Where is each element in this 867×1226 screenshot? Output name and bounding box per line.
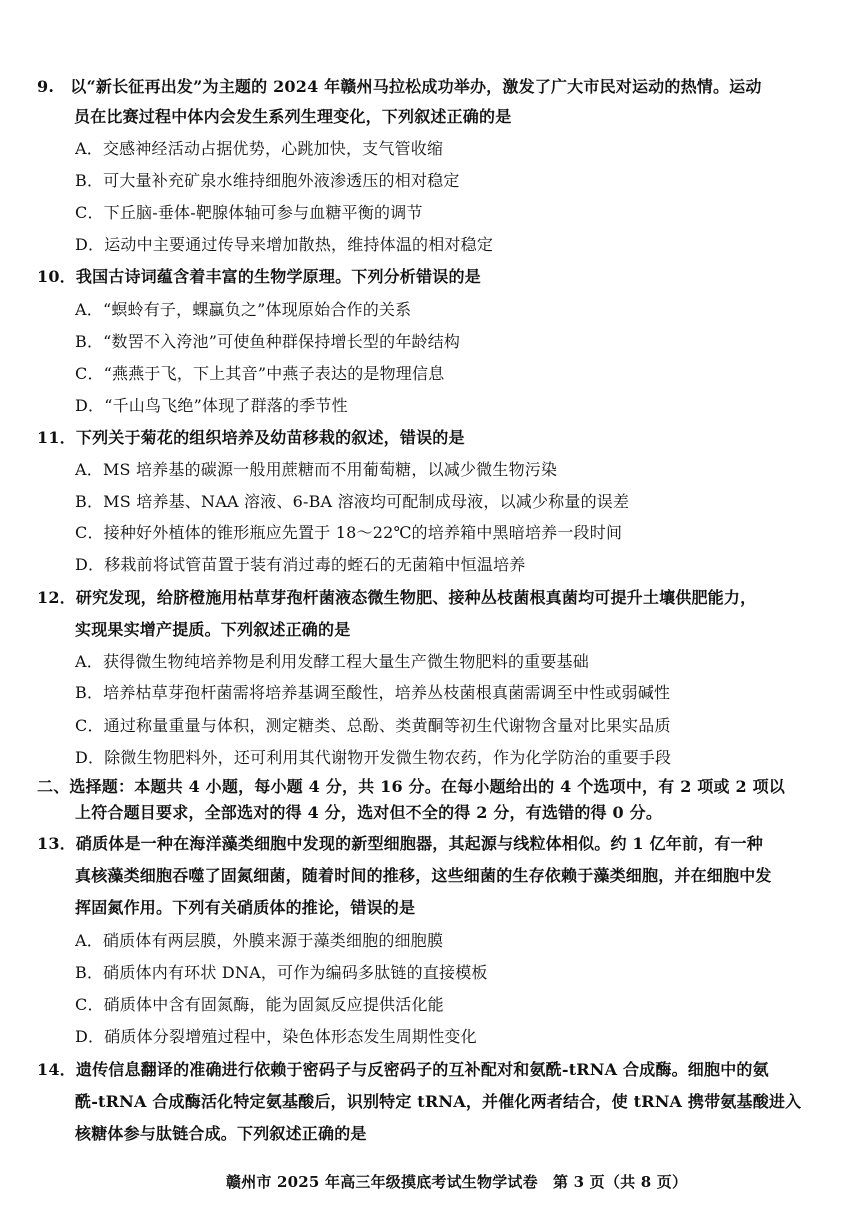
q11-stem-line-1: 11．下列关于菊花的组织培养及幼苗移栽的叙述，错误的是 xyxy=(37,428,465,447)
q9-option-d: D．运动中主要通过传导来增加散热，维持体温的相对稳定 xyxy=(75,235,494,254)
q14-stem-line-1: 14．遗传信息翻译的准确进行依赖于密码子与反密码子的互补配对和氨酰-tRNA 合成酶。细胞中的氨 xyxy=(37,1060,769,1079)
section-2-heading-line-2: 上符合题目要求，全部选对的得 4 分，选对但不全的得 2 分，有选错的得 0 分。 xyxy=(75,803,663,822)
q11-option-a: A．MS 培养基的碳源一般用蔗糖而不用葡萄糖，以减少微生物污染 xyxy=(75,460,558,479)
q12-option-d: D．除微生物肥料外，还可利用其代谢物开发微生物农药，作为化学防治的重要手段 xyxy=(75,748,672,767)
q10-option-d: D．“千山鸟飞绝”体现了群落的季节性 xyxy=(75,396,348,415)
q12-option-a: A．获得微生物纯培养物是利用发酵工程大量生产微生物肥料的重要基础 xyxy=(75,652,589,671)
q9-option-a: A．交感神经活动占据优势，心跳加快，支气管收缩 xyxy=(75,139,444,158)
q12-stem-line-2: 实现果实增产提质。下列叙述正确的是 xyxy=(75,620,351,639)
q12-option-c: C．通过称量重量与体积，测定糖类、总酚、类黄酮等初生代谢物含量对比果实品质 xyxy=(75,716,671,735)
q9-option-c: C．下丘脑-垂体-靶腺体轴可参与血糖平衡的调节 xyxy=(75,203,423,222)
q13-option-c: C．硝质体中含有固氮酶，能为固氮反应提供活化能 xyxy=(75,995,444,1014)
q10-option-b: B．“数罟不入洿池”可使鱼种群保持增长型的年龄结构 xyxy=(75,332,461,351)
page-footer: 赣州市 2025 年高三年级摸底考试生物学试卷 第 3 页（共 8 页） xyxy=(226,1173,688,1191)
q13-option-a: A．硝质体有两层膜，外膜来源于藻类细胞的细胞膜 xyxy=(75,931,444,950)
q11-option-c: C．接种好外植体的锥形瓶应先置于 18～22℃的培养箱中黑暗培养一段时间 xyxy=(75,523,623,542)
q13-stem-line-3: 挥固氮作用。下列有关硝质体的推论，错误的是 xyxy=(75,898,416,917)
q11-option-d: D．移栽前将试管苗置于装有消过毒的蛭石的无菌箱中恒温培养 xyxy=(75,555,526,574)
q9-stem-line-2: 员在比赛过程中体内会发生系列生理变化，下列叙述正确的是 xyxy=(74,107,512,126)
q13-option-b: B．硝质体内有环状 DNA，可作为编码多肽链的直接模板 xyxy=(75,963,488,982)
q10-option-c: C．“燕燕于飞，下上其音”中燕子表达的是物理信息 xyxy=(75,364,445,383)
q10-stem-line-1: 10．我国古诗词蕴含着丰富的生物学原理。下列分析错误的是 xyxy=(37,267,481,286)
q12-option-b: B．培养枯草芽孢杆菌需将培养基调至酸性，培养丛枝菌根真菌需调至中性或弱碱性 xyxy=(75,683,671,702)
q10-option-a: A．“螟蛉有子，蜾蠃负之”体现原始合作的关系 xyxy=(75,300,412,319)
q11-option-b: B．MS 培养基、NAA 溶液、6-BA 溶液均可配制成母液，以减少称量的误差 xyxy=(75,492,630,511)
q9-stem-line-1: 9. 以“新长征再出发”为主题的 2024 年赣州马拉松成功举办，激发了广大市民对运动的热情。运动 xyxy=(37,77,762,96)
q13-option-d: D．硝质体分裂增殖过程中，染色体形态发生周期性变化 xyxy=(75,1027,477,1046)
q14-stem-line-2: 酰-tRNA 合成酶活化特定氨基酸后，识别特定 tRNA，并催化两者结合，使 tRNA 携带氨基酸进入 xyxy=(75,1092,802,1111)
q13-stem-line-2: 真核藻类细胞吞噬了固氮细菌，随着时间的推移，这些细菌的生存依赖于藻类细胞，并在细胞中发 xyxy=(75,866,772,885)
q13-stem-line-1: 13．硝质体是一种在海洋藻类细胞中发现的新型细胞器，其起源与线粒体相似。约 1 亿年前，有一种 xyxy=(37,834,763,853)
q9-option-b: B．可大量补充矿泉水维持细胞外液渗透压的相对稳定 xyxy=(75,171,460,190)
section-2-heading-line-1: 二、选择题：本题共 4 小题，每小题 4 分，共 16 分。在每小题给出的 4 个选项中，有 2 项或 2 项以 xyxy=(37,777,785,796)
q12-stem-line-1: 12．研究发现，给脐橙施用枯草芽孢杆菌液态微生物肥、接种丛枝菌根真菌均可提升土壤供肥能力， xyxy=(37,588,757,607)
q14-stem-line-3: 核糖体参与肽链合成。下列叙述正确的是 xyxy=(75,1124,367,1143)
